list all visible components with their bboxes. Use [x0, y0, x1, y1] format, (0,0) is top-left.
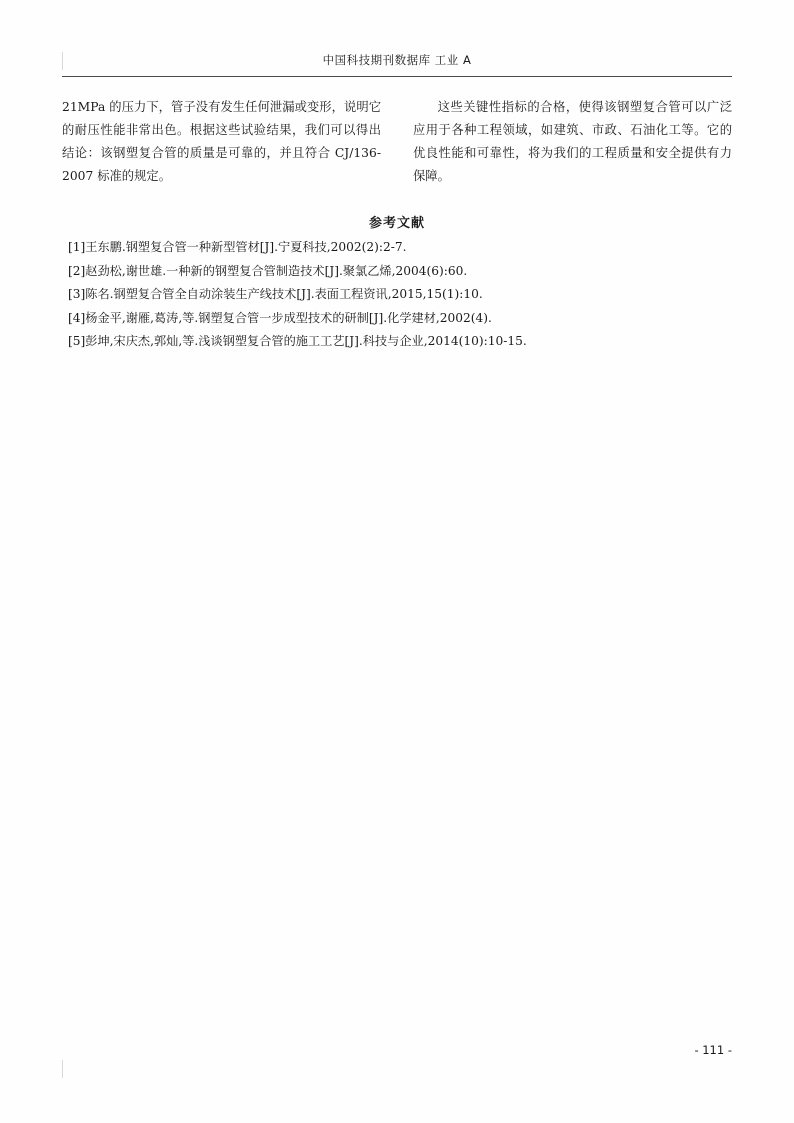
list-item: [2]赵劲松,谢世雄.一种新的钢塑复合管制造技术[J].聚氯乙烯,2004(6):60. [68, 263, 468, 278]
page-number: - 111 - [694, 1043, 732, 1057]
list-item: [3]陈名.钢塑复合管全自动涂装生产线技术[J].表面工程资讯,2015,15(1):10. [68, 287, 483, 301]
list-item: [4]杨金平,谢雁,葛涛,等.钢塑复合管一步成型技术的研制[J].化学建材,2002(4). [68, 310, 492, 325]
references-heading: 参考文献 [368, 216, 425, 231]
scan-edge-mark-bottom [62, 1060, 63, 1078]
list-item: [5]彭坤,宋庆杰,郭灿,等.浅谈钢塑复合管的施工工艺[J].科技与企业,2014(10):10-15. [68, 334, 527, 348]
paragraph: 这些关键性指标的合格，使得该钢塑复合管可以广泛应用于各种工程领域，如建筑、市政、石油化工等。它的优良性能和可靠性，将为我们的工程质量和安全提供有力保障。 [413, 100, 732, 183]
list-item: [1]王东鹏.钢塑复合管一种新型管材[J].宁夏科技,2002(2):2-7. [68, 240, 407, 254]
references-list [62, 236, 732, 354]
paragraph: 21MPa 的压力下，管子没有发生任何泄漏或变形，说明它的耐压性能非常出色。根据这些试验结果，我们可以得出结论：该钢塑复合管的质量是可靠的，并且符合 CJ/136-2007 标准的规定。 [62, 100, 381, 183]
header-divider [62, 76, 732, 77]
body-column-left [62, 96, 381, 188]
body-column-right [413, 96, 732, 188]
two-column-body [62, 96, 732, 188]
running-header: 中国科技期刊数据库 工业 A [322, 53, 472, 67]
